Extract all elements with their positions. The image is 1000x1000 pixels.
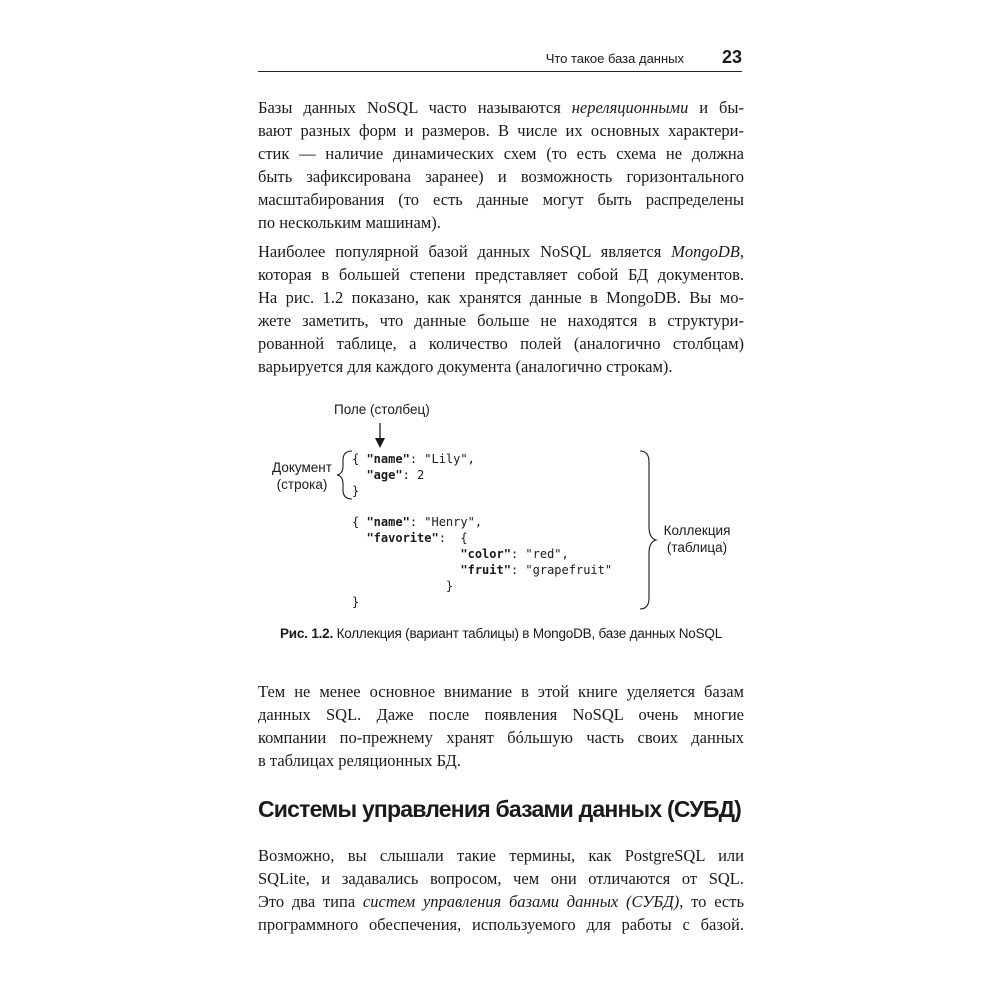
text-line: Это два типа систем управления базами данных (СУБД), то есть	[258, 892, 744, 911]
document-1-code	[352, 451, 475, 499]
text-line: вают разных форм и размеров. В числе их основных характери-	[258, 121, 744, 140]
text-line: в таблицах реляционных БД.	[258, 751, 461, 770]
text-line: Тем не менее основное внимание в этой книге уделяется базам	[258, 682, 744, 701]
paragraph-mongodb	[258, 240, 744, 378]
text-line: которая в большей степени представляет собой БД документов.	[258, 265, 744, 284]
running-title: Что такое база данных	[545, 51, 684, 66]
text-line: по нескольким машинам).	[258, 213, 441, 232]
code-line: "color": "red",	[460, 547, 569, 561]
text-line: масштабирования (то есть данные могут быть распределены	[258, 190, 744, 209]
paragraph-sql-focus	[258, 680, 744, 772]
text-line: программного обеспечения, используемого для работы с базой.	[258, 915, 744, 934]
document-2-code	[352, 514, 612, 610]
paragraph-nosql-intro	[258, 96, 744, 234]
text-line: данных SQL. Даже после появления NoSQL очень многие	[258, 705, 744, 724]
code-line: }	[352, 579, 454, 593]
text-line: компании по-прежнему хранят бóльшую часть своих данных	[258, 728, 744, 747]
code-line: { "name": "Henry",	[352, 515, 483, 529]
code-line: "age": 2	[366, 468, 425, 482]
text-line: стик — наличие динамических схем (то есть схема не должна	[258, 144, 744, 163]
figure-mongodb-collection	[258, 400, 744, 620]
code-line: { "name": "Lily",	[352, 452, 475, 466]
field-label: Поле (столбец)	[334, 402, 430, 417]
emphasis-nonrelational: нереляционными	[571, 98, 689, 117]
paragraph-dbms	[258, 844, 744, 936]
text-line: Возможно, вы слышали такие термины, как PostgreSQL или	[258, 846, 744, 865]
section-heading: Системы управления базами данных (СУБД)	[258, 796, 742, 822]
code-line: "favorite": {	[366, 531, 468, 545]
emphasis-dbms: систем управления базами данных (СУБД)	[362, 892, 680, 911]
text-line: SQLite, и задавались вопросом, чем они отличаются от SQL.	[258, 869, 744, 888]
text-line: На рис. 1.2 показано, как хранятся данные в MongoDB. Вы мо-	[258, 288, 744, 307]
text-line: варьируется для каждого документа (аналогично строкам).	[258, 357, 673, 376]
text-line: Базы данных NoSQL часто называются нереляционными и бы-	[258, 98, 744, 117]
figure-caption	[258, 626, 744, 641]
text-line: жете заметить, что данные больше не находятся в структури-	[258, 311, 744, 330]
code-line: }	[352, 484, 360, 498]
collection-label: Коллекция (таблица)	[663, 523, 731, 555]
running-head	[258, 44, 742, 70]
arrow-head-icon	[375, 438, 385, 448]
text-line: Наиболее популярной базой данных NoSQL является MongoDB,	[258, 242, 744, 261]
emphasis-mongodb: MongoDB	[671, 242, 740, 261]
text-line: рованной таблице, а количество полей (аналогично столбцам)	[258, 334, 744, 353]
figure-caption-text: Коллекция (вариант таблицы) в MongoDB, базе данных NoSQL	[333, 626, 722, 641]
figure-number: Рис. 1.2.	[280, 626, 334, 641]
document-label: Документ (строка)	[272, 460, 332, 492]
text-line: быть зафиксирована заранее) и возможность горизонтального	[258, 167, 744, 186]
header-rule	[258, 71, 742, 72]
code-line: "fruit": "grapefruit"	[460, 563, 613, 577]
page-number: 23	[721, 47, 742, 67]
code-line: }	[352, 595, 360, 609]
